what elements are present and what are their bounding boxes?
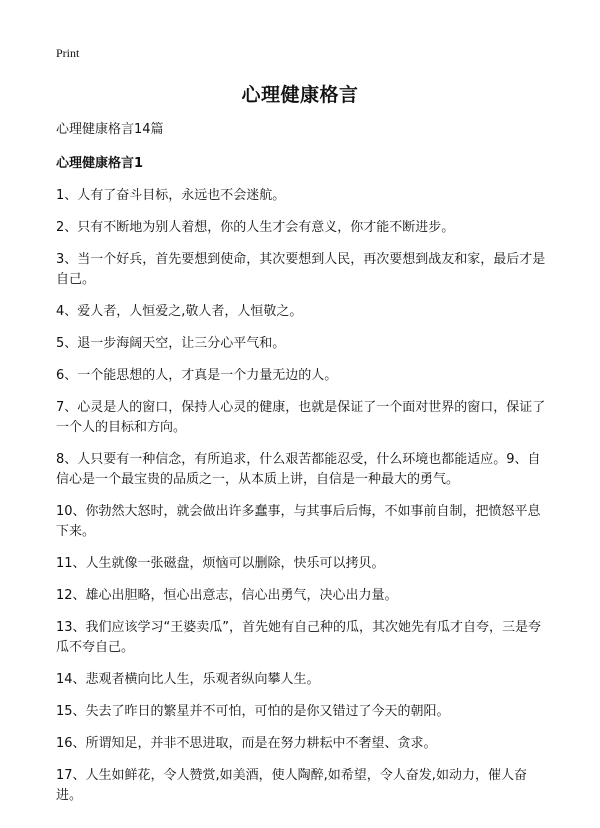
list-item: 1、人有了奋斗目标，永远也不会迷航。 <box>56 188 286 203</box>
section-heading: 心理健康格言1 <box>56 156 144 171</box>
list-item: 10、你勃然大怒时，就会做出许多蠢事，与其事后后悔，不如事前自制，把愤怒平息下来。 <box>56 504 541 539</box>
list-item: 7、心灵是人的窗口，保持人心灵的健康，也就是保证了一个面对世界的窗口，保证了一个人的目标和方向。 <box>56 400 546 435</box>
list-item: 3、当一个好兵，首先要想到使命，其次要想到人民，再次要想到战友和家，最后才是自己。 <box>56 252 546 287</box>
list-item: 16、所谓知足，并非不思进取，而是在努力耕耘中不奢望、贪求。 <box>56 736 437 751</box>
list-item: 13、我们应该学习“王婆卖瓜”，首先她有自己种的瓜，其次她先有瓜才自夸，三是夸瓜不夸自己。 <box>56 620 542 655</box>
list-item: 2、只有不断地为别人着想，你的人生才会有意义，你才能不断进步。 <box>56 220 455 235</box>
list-item: 15、失去了昨日的繁星并不可怕，可怕的是你又错过了今天的朝阳。 <box>56 704 450 719</box>
document-subtitle: 心理健康格言14篇 <box>56 122 164 137</box>
list-item: 12、雄心出胆略，恒心出意志，信心出勇气，决心出力量。 <box>56 588 398 603</box>
list-item: 14、悲观者横向比人生，乐观者纵向攀人生。 <box>56 672 320 687</box>
list-item: 5、退一步海阔天空，让三分心平气和。 <box>56 336 286 351</box>
print-link[interactable]: Print <box>56 46 80 60</box>
list-item: 6、一个能思想的人，才真是一个力量无边的人。 <box>56 368 338 383</box>
list-item: 8、人只要有一种信念，有所追求，什么艰苦都能忍受，什么环境也都能适应。9、自信心是一个最宝贵的品质之一，从本质上讲，自信是一种最大的勇气。 <box>56 452 541 487</box>
list-item: 4、爱人者，人恒爱之,敬人者，人恒敬之。 <box>56 304 303 319</box>
list-item: 11、人生就像一张磁盘，烦恼可以删除，快乐可以拷贝。 <box>56 556 385 571</box>
document-body <box>56 121 548 818</box>
page-title: 心理健康格言 <box>241 84 359 106</box>
list-item: 17、人生如鲜花，令人赞赏,如美酒，使人陶醉,如希望，令人奋发,如动力，催人奋进。 <box>56 768 527 803</box>
